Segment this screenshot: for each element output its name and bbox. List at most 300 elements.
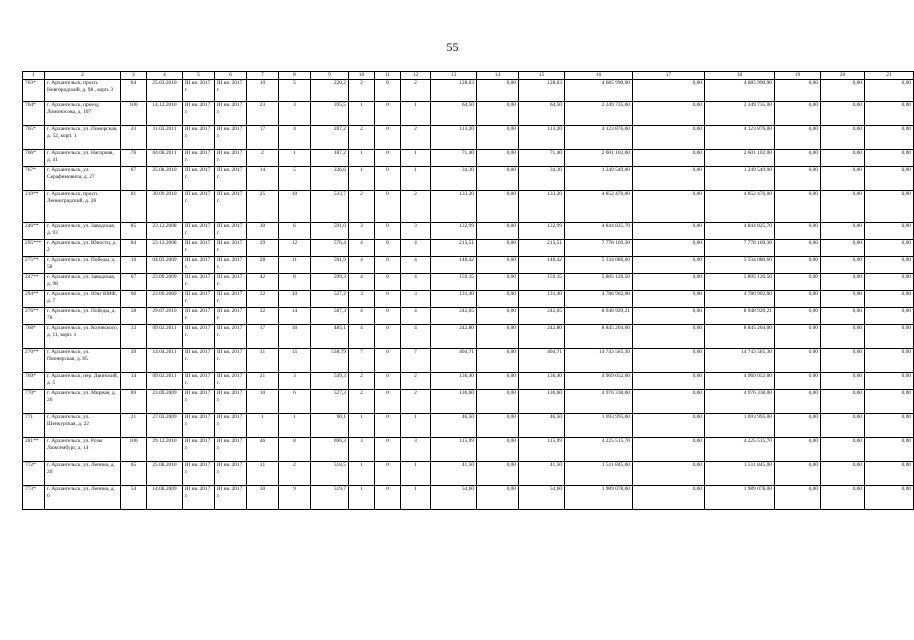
table-row xyxy=(23,462,914,486)
table-cell-17: 0,00 xyxy=(633,390,705,414)
table-cell-16: 1 989 078,00 xyxy=(565,486,633,510)
table-cell-2: г. Архангельск, просп. Ленинградский, д. 28 xyxy=(45,191,121,223)
table-cell-6: III кв. 2017 г. xyxy=(215,126,247,150)
table-cell-8: 10 xyxy=(279,191,311,223)
table-cell-18: 4 685 990,90 xyxy=(705,80,775,102)
table-cell-15: 115,99 xyxy=(519,438,565,462)
table-cell-10: 3 xyxy=(349,438,375,462)
table-cell-14: 0,00 xyxy=(477,390,519,414)
table-cell-14: 0,00 xyxy=(477,191,519,223)
table-cell-10: 3 xyxy=(349,291,375,308)
table-cell-10: 2 xyxy=(349,126,375,150)
table-cell-9: 576,4 xyxy=(311,240,349,257)
table-cell-18: 4 844 825,70 xyxy=(705,223,775,240)
table-cell-21: 0,00 xyxy=(865,167,914,191)
table-cell-6: III кв. 2017 г. xyxy=(215,308,247,325)
table-cell-15: 245,65 xyxy=(519,308,565,325)
table-cell-5: III кв. 2017 г. xyxy=(183,274,215,291)
table-row xyxy=(23,274,914,291)
table-cell-12: 1 xyxy=(401,102,431,126)
table-cell-1: 270** xyxy=(23,349,45,373)
table-cell-10: 4 xyxy=(349,274,375,291)
table-cell-7: 31 xyxy=(247,349,279,373)
table-cell-8: 3 xyxy=(279,373,311,390)
table-cell-16: 4 852 476,00 xyxy=(565,191,633,223)
table-cell-4: 14.12.2010 xyxy=(147,102,183,126)
table-cell-6: III кв. 2017 г. xyxy=(215,80,247,102)
table-row xyxy=(23,414,914,438)
table-cell-3: 85 xyxy=(121,223,147,240)
table-cell-8: 4 xyxy=(279,126,311,150)
table-cell-6: III кв. 2017 г. xyxy=(215,274,247,291)
table-cell-12: 2 xyxy=(401,191,431,223)
column-header: 19 xyxy=(775,72,821,80)
table-cell-6: III кв. 2017 г. xyxy=(215,167,247,191)
table-cell-18: 4 852 476,00 xyxy=(705,191,775,223)
table-cell-15: 146,42 xyxy=(519,257,565,274)
table-cell-16: 2 349 735,00 xyxy=(565,102,633,126)
table-cell-13: 41,50 xyxy=(431,462,477,486)
table-cell-16: 4 685 990,90 xyxy=(565,80,633,102)
table-cell-14: 0,00 xyxy=(477,349,519,373)
table-cell-7: 10 xyxy=(247,390,279,414)
table-cell-4: 30.09.2010 xyxy=(147,191,183,223)
table-cell-11: 0 xyxy=(375,167,401,191)
table-cell-20: 0,00 xyxy=(821,257,865,274)
table-row xyxy=(23,126,914,150)
table-cell-9: 533,7 xyxy=(311,191,349,223)
table-cell-11: 0 xyxy=(375,150,401,167)
table-cell-1: 219** xyxy=(23,191,45,223)
table-cell-2: г. Архангельск, ул. Заводская, д. 93 xyxy=(45,223,121,240)
table-cell-6: III кв. 2017 г. xyxy=(215,486,247,510)
table-cell-13: 136,40 xyxy=(431,373,477,390)
table-cell-17: 0,00 xyxy=(633,414,705,438)
table-cell-19: 0,00 xyxy=(775,308,821,325)
table-cell-1: 764* xyxy=(23,102,45,126)
table-row xyxy=(23,291,914,308)
table-cell-4: 11.03.2011 xyxy=(147,126,183,150)
table-cell-20: 0,00 xyxy=(821,191,865,223)
table-cell-12: 4 xyxy=(401,308,431,325)
table-cell-10: 4 xyxy=(349,240,375,257)
table-cell-5: III кв. 2017 г. xyxy=(183,223,215,240)
table-cell-7: 32 xyxy=(247,291,279,308)
table-cell-13: 46,50 xyxy=(431,414,477,438)
table-cell-12: 4 xyxy=(401,257,431,274)
table-cell-2: г. Архангельск, ул. Юности, д. 2 xyxy=(45,240,121,257)
table-cell-19: 0,00 xyxy=(775,223,821,240)
column-header: 2 xyxy=(45,72,121,80)
table-cell-5: III кв. 2017 г. xyxy=(183,414,215,438)
table-cell-14: 0,00 xyxy=(477,80,519,102)
table-cell-2: г. Архангельск, ул. Ленина, д. 6 xyxy=(45,486,121,510)
table-cell-18: 1 249 549,00 xyxy=(705,167,775,191)
table-cell-10: 2 xyxy=(349,191,375,223)
table-cell-19: 0,00 xyxy=(775,150,821,167)
column-header: 8 xyxy=(279,72,311,80)
table-cell-17: 0,00 xyxy=(633,349,705,373)
table-cell-13: 64,50 xyxy=(431,102,477,126)
table-row xyxy=(23,80,914,102)
table-cell-12: 1 xyxy=(401,414,431,438)
table-cell-6: III кв. 2017 г. xyxy=(215,390,247,414)
table-cell-2: г. Архангельск, ул. Ленина, д. 20 xyxy=(45,462,121,486)
table-cell-17: 0,00 xyxy=(633,438,705,462)
table-row xyxy=(23,150,914,167)
table-cell-7: 32 xyxy=(247,308,279,325)
table-cell-9: 527,3 xyxy=(311,390,349,414)
table-cell-4: 09.02.2011 xyxy=(147,373,183,390)
table-cell-3: 14 xyxy=(121,373,147,390)
table-cell-11: 0 xyxy=(375,438,401,462)
table-cell-4: 29.07.2010 xyxy=(147,308,183,325)
table-cell-19: 0,00 xyxy=(775,414,821,438)
table-cell-7: 30 xyxy=(247,486,279,510)
table-cell-13: 34,30 xyxy=(431,167,477,191)
table-cell-7: 17 xyxy=(247,325,279,349)
table-cell-21: 0,00 xyxy=(865,257,914,274)
table-cell-14: 0,00 xyxy=(477,257,519,274)
table-cell-4: 27.03.2009 xyxy=(147,414,183,438)
table-cell-1: 770* xyxy=(23,390,45,414)
table-cell-9: 518,5 xyxy=(311,462,349,486)
table-cell-3: 23 xyxy=(121,126,147,150)
table-cell-12: 3 xyxy=(401,223,431,240)
table-cell-2: г. Архангельск, ул. Поморская, д. 52, корп. 1 xyxy=(45,126,121,150)
table-cell-10: 4 xyxy=(349,257,375,274)
table-cell-20: 0,00 xyxy=(821,308,865,325)
table-cell-3: 16 xyxy=(121,257,147,274)
table-cell-13: 136,60 xyxy=(431,390,477,414)
table-cell-14: 0,00 xyxy=(477,438,519,462)
table-cell-4: 29.12.2010 xyxy=(147,438,183,462)
table-cell-19: 0,00 xyxy=(775,274,821,291)
table-cell-8: 8 xyxy=(279,274,311,291)
table-cell-8: 11 xyxy=(279,257,311,274)
table-cell-13: 113,20 xyxy=(431,126,477,150)
table-cell-21: 0,00 xyxy=(865,191,914,223)
table-cell-16: 5 334 080,60 xyxy=(565,257,633,274)
table-cell-15: 133,20 xyxy=(519,191,565,223)
table-cell-2: г. Архангельск, ул. Мирная, д. 26 xyxy=(45,390,121,414)
table-cell-2: г. Архангельск, просп. Новгородский, д. 98 , корп. 3 xyxy=(45,80,121,102)
table-cell-5: III кв. 2017 г. xyxy=(183,126,215,150)
data-table xyxy=(22,71,914,510)
table-cell-18: 5 805 120,50 xyxy=(705,274,775,291)
table-cell-1: 769* xyxy=(23,373,45,390)
table-cell-13: 404,71 xyxy=(431,349,477,373)
table-cell-4: 23.12.2008 xyxy=(147,223,183,240)
table-cell-12: 7 xyxy=(401,349,431,373)
table-cell-2: г. Архангельск, ул. Заводская, д. 98 xyxy=(45,274,121,291)
table-cell-8: 5 xyxy=(279,80,311,102)
table-cell-15: 131,40 xyxy=(519,291,565,308)
table-cell-5: III кв. 2017 г. xyxy=(183,486,215,510)
table-cell-9: 696,3 xyxy=(311,438,349,462)
table-row xyxy=(23,438,914,462)
table-cell-10: 2 xyxy=(349,390,375,414)
table-cell-1: 771 xyxy=(23,414,45,438)
table-cell-13: 115,99 xyxy=(431,438,477,462)
table-cell-8: 6 xyxy=(279,223,311,240)
table-cell-18: 4 786 902,00 xyxy=(705,291,775,308)
table-cell-19: 0,00 xyxy=(775,240,821,257)
table-cell-16: 7 778 169,30 xyxy=(565,240,633,257)
table-cell-10: 1 xyxy=(349,414,375,438)
table-cell-20: 0,00 xyxy=(821,291,865,308)
table-cell-1: 772* xyxy=(23,462,45,486)
table-cell-12: 2 xyxy=(401,126,431,150)
column-header: 3 xyxy=(121,72,147,80)
column-header: 12 xyxy=(401,72,431,80)
table-cell-6: III кв. 2017 г. xyxy=(215,349,247,373)
table-cell-17: 0,00 xyxy=(633,167,705,191)
table-cell-8: 10 xyxy=(279,325,311,349)
table-cell-14: 0,00 xyxy=(477,126,519,150)
table-cell-17: 0,00 xyxy=(633,223,705,240)
table-cell-5: III кв. 2017 г. xyxy=(183,167,215,191)
table-cell-2: г. Архангельск, пер. Двинский, д. 5 xyxy=(45,373,121,390)
table-cell-19: 0,00 xyxy=(775,390,821,414)
table-cell-18: 8 948 920,21 xyxy=(705,308,775,325)
table-cell-18: 1 989 078,00 xyxy=(705,486,775,510)
table-cell-17: 0,00 xyxy=(633,373,705,390)
table-cell-13: 159,35 xyxy=(431,274,477,291)
table-cell-21: 0,00 xyxy=(865,349,914,373)
table-cell-19: 0,00 xyxy=(775,373,821,390)
table-cell-1: 247** xyxy=(23,274,45,291)
table-cell-18: 1 511 845,00 xyxy=(705,462,775,486)
table-cell-9: 485,1 xyxy=(311,325,349,349)
table-cell-4: 14.04.2011 xyxy=(147,349,183,373)
table-cell-9: 591,0 xyxy=(311,223,349,240)
table-cell-13: 71,40 xyxy=(431,150,477,167)
table-cell-3: 58 xyxy=(121,308,147,325)
table-cell-7: 10 xyxy=(247,80,279,102)
table-cell-12: 1 xyxy=(401,150,431,167)
table-cell-1: 294** xyxy=(23,291,45,308)
table-cell-4: 23.09.2009 xyxy=(147,291,183,308)
table-cell-7: 14 xyxy=(247,167,279,191)
table-cell-11: 0 xyxy=(375,414,401,438)
table-cell-17: 0,00 xyxy=(633,257,705,274)
column-header: 5 xyxy=(183,72,215,80)
table-cell-17: 0,00 xyxy=(633,150,705,167)
table-row xyxy=(23,373,914,390)
table-cell-12: 1 xyxy=(401,167,431,191)
table-cell-4: 25.08.2010 xyxy=(147,167,183,191)
table-cell-11: 0 xyxy=(375,462,401,486)
table-cell-15: 46,50 xyxy=(519,414,565,438)
table-cell-11: 0 xyxy=(375,191,401,223)
table-cell-8: 1 xyxy=(279,414,311,438)
table-cell-9: 527,2 xyxy=(311,291,349,308)
table-cell-1: 276** xyxy=(23,308,45,325)
table-cell-12: 2 xyxy=(401,373,431,390)
table-cell-12: 2 xyxy=(401,80,431,102)
table-cell-21: 0,00 xyxy=(865,373,914,390)
table-cell-12: 3 xyxy=(401,438,431,462)
column-header: 16 xyxy=(565,72,633,80)
table-cell-19: 0,00 xyxy=(775,102,821,126)
table-cell-16: 1 249 549,00 xyxy=(565,167,633,191)
table-header-row xyxy=(23,72,914,80)
table-cell-1: 766* xyxy=(23,150,45,167)
table-cell-11: 0 xyxy=(375,257,401,274)
table-cell-16: 8 948 920,21 xyxy=(565,308,633,325)
table-cell-13: 245,65 xyxy=(431,308,477,325)
table-cell-1: 246** xyxy=(23,223,45,240)
table-cell-11: 0 xyxy=(375,349,401,373)
table-cell-13: 242,80 xyxy=(431,325,477,349)
table-cell-16: 4 844 825,70 xyxy=(565,223,633,240)
table-cell-14: 0,00 xyxy=(477,373,519,390)
table-cell-9: 591,9 xyxy=(311,257,349,274)
table-cell-4: 04.08.2011 xyxy=(147,150,183,167)
table-cell-17: 0,00 xyxy=(633,308,705,325)
table-cell-12: 1 xyxy=(401,486,431,510)
column-header: 21 xyxy=(865,72,914,80)
table-cell-17: 0,00 xyxy=(633,102,705,126)
table-cell-16: 1 511 845,00 xyxy=(565,462,633,486)
column-header: 4 xyxy=(147,72,183,80)
table-cell-3: 21 xyxy=(121,414,147,438)
table-cell-4: 09.02.2011 xyxy=(147,325,183,349)
table-cell-7: 28 xyxy=(247,257,279,274)
table-cell-10: 2 xyxy=(349,373,375,390)
table-cell-17: 0,00 xyxy=(633,486,705,510)
table-cell-19: 0,00 xyxy=(775,325,821,349)
table-cell-1: 763* xyxy=(23,80,45,102)
table-cell-17: 0,00 xyxy=(633,240,705,257)
table-cell-10: 3 xyxy=(349,223,375,240)
table-cell-16: 4 976 338,00 xyxy=(565,390,633,414)
table-cell-20: 0,00 xyxy=(821,80,865,102)
table-cell-14: 0,00 xyxy=(477,167,519,191)
column-header: 15 xyxy=(519,72,565,80)
table-cell-18: 14 743 585,30 xyxy=(705,349,775,373)
table-cell-14: 0,00 xyxy=(477,150,519,167)
table-cell-11: 0 xyxy=(375,126,401,150)
table-cell-7: 30 xyxy=(247,223,279,240)
table-cell-14: 0,00 xyxy=(477,274,519,291)
table-cell-11: 0 xyxy=(375,325,401,349)
table-cell-20: 0,00 xyxy=(821,390,865,414)
table-cell-2: г. Архангельск, ул. Котовского, д. 11, корп. 1 xyxy=(45,325,121,349)
table-cell-15: 113,20 xyxy=(519,126,565,150)
table-cell-6: III кв. 2017 г. xyxy=(215,373,247,390)
table-cell-11: 0 xyxy=(375,102,401,126)
table-cell-18: 2 601 102,00 xyxy=(705,150,775,167)
table-cell-8: 5 xyxy=(279,167,311,191)
table-row xyxy=(23,167,914,191)
table-cell-17: 0,00 xyxy=(633,126,705,150)
table-row xyxy=(23,390,914,414)
table-cell-15: 404,71 xyxy=(519,349,565,373)
table-cell-15: 64,50 xyxy=(519,102,565,126)
table-cell-13: 146,42 xyxy=(431,257,477,274)
table-cell-6: III кв. 2017 г. xyxy=(215,102,247,126)
table-cell-15: 132,99 xyxy=(519,223,565,240)
table-cell-10: 1 xyxy=(349,486,375,510)
table-cell-13: 213,51 xyxy=(431,240,477,257)
table-cell-8: 9 xyxy=(279,486,311,510)
table-cell-5: III кв. 2017 г. xyxy=(183,150,215,167)
table-cell-19: 0,00 xyxy=(775,126,821,150)
table-cell-5: III кв. 2017 г. xyxy=(183,438,215,462)
table-cell-21: 0,00 xyxy=(865,390,914,414)
page-number: 55 xyxy=(446,40,459,54)
table-cell-7: 31 xyxy=(247,462,279,486)
table-cell-15: 136,40 xyxy=(519,373,565,390)
table-cell-15: 71,40 xyxy=(519,150,565,167)
table-row xyxy=(23,325,914,349)
table-cell-3: 67 xyxy=(121,274,147,291)
table-cell-21: 0,00 xyxy=(865,223,914,240)
table-cell-13: 131,40 xyxy=(431,291,477,308)
table-cell-14: 0,00 xyxy=(477,308,519,325)
column-header: 6 xyxy=(215,72,247,80)
table-cell-18: 8 845 204,00 xyxy=(705,325,775,349)
table-cell-3: 39 xyxy=(121,349,147,373)
table-cell-16: 4 786 902,00 xyxy=(565,291,633,308)
table-cell-20: 0,00 xyxy=(821,167,865,191)
table-cell-6: III кв. 2017 г. xyxy=(215,150,247,167)
table-cell-9: 587,3 xyxy=(311,308,349,325)
table-cell-6: III кв. 2017 г. xyxy=(215,291,247,308)
table-cell-5: III кв. 2017 г. xyxy=(183,191,215,223)
column-header: 7 xyxy=(247,72,279,80)
table-cell-17: 0,00 xyxy=(633,462,705,486)
table-cell-4: 14.08.2009 xyxy=(147,486,183,510)
table-cell-1: 768* xyxy=(23,325,45,349)
table-cell-5: III кв. 2017 г. xyxy=(183,257,215,274)
table-cell-21: 0,00 xyxy=(865,126,914,150)
table-cell-18: 4 225 515,70 xyxy=(705,438,775,462)
table-cell-4: 23.12.2008 xyxy=(147,240,183,257)
table-cell-6: III кв. 2017 г. xyxy=(215,438,247,462)
table-cell-15: 136,60 xyxy=(519,390,565,414)
table-cell-16: 8 845 204,00 xyxy=(565,325,633,349)
table-cell-5: III кв. 2017 г. xyxy=(183,390,215,414)
table-cell-12: 4 xyxy=(401,240,431,257)
table-cell-21: 0,00 xyxy=(865,240,914,257)
table-cell-20: 0,00 xyxy=(821,223,865,240)
table-cell-21: 0,00 xyxy=(865,150,914,167)
table-cell-17: 0,00 xyxy=(633,80,705,102)
table-cell-8: 6 xyxy=(279,390,311,414)
table-cell-17: 0,00 xyxy=(633,291,705,308)
table-cell-3: 76 xyxy=(121,150,147,167)
table-cell-5: III кв. 2017 г. xyxy=(183,308,215,325)
table-cell-8: 12 xyxy=(279,240,311,257)
table-cell-21: 0,00 xyxy=(865,462,914,486)
table-cell-10: 4 xyxy=(349,308,375,325)
table-cell-3: 13 xyxy=(121,325,147,349)
table-cell-5: III кв. 2017 г. xyxy=(183,80,215,102)
table-cell-18: 4 976 338,00 xyxy=(705,390,775,414)
table-cell-19: 0,00 xyxy=(775,80,821,102)
table-cell-1: 767* xyxy=(23,167,45,191)
table-cell-20: 0,00 xyxy=(821,325,865,349)
table-cell-8: 10 xyxy=(279,291,311,308)
table-cell-8: 1 xyxy=(279,150,311,167)
table-cell-21: 0,00 xyxy=(865,80,914,102)
table-cell-9: 187,2 xyxy=(311,150,349,167)
table-cell-11: 0 xyxy=(375,80,401,102)
table-cell-15: 54,60 xyxy=(519,486,565,510)
